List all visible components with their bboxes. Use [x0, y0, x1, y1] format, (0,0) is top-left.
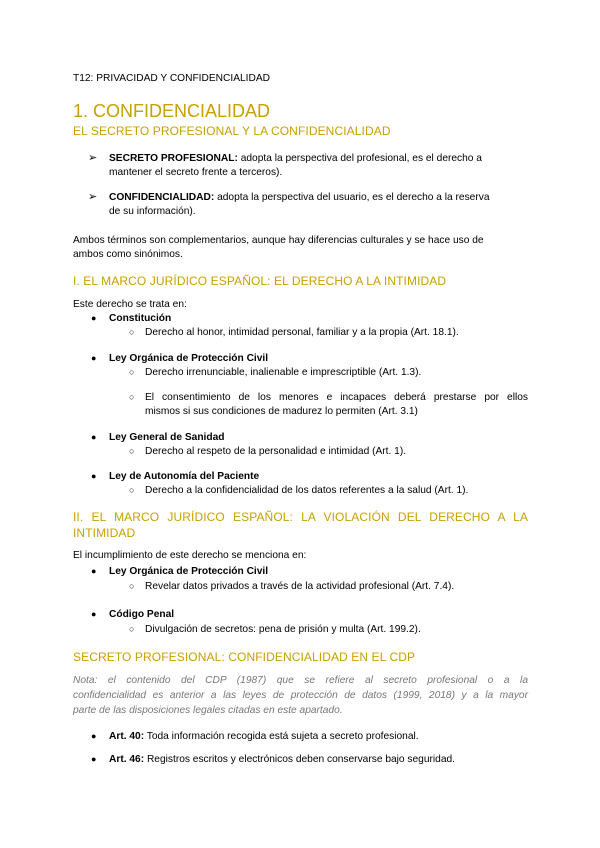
list-item-title: Ley Orgánica de Protección Civil	[109, 353, 269, 364]
bullet-icon: ●	[91, 609, 97, 619]
article-label: Art. 40:	[109, 731, 145, 742]
arrow-bullet-icon: ➢	[88, 152, 98, 164]
bullet-icon: ●	[91, 432, 97, 442]
section-heading-cdp: SECRETO PROFESIONAL: CONFIDENCIALIDAD EN EL CDP	[73, 650, 416, 664]
note-line: confidencialidad es anterior a las leyes de protección de datos (1999, 2018) y a la mayor	[73, 690, 528, 701]
list-subitem: Derecho a la confidencialidad de los datos referentes a la salud (Art. 1).	[145, 485, 469, 496]
circle-bullet-icon: ○	[129, 367, 135, 377]
list-subitem: Divulgación de secretos: pena de prisión y multa (Art. 199.2).	[145, 624, 421, 635]
bullet-icon: ●	[91, 471, 97, 481]
section-heading-derecho-intimidad: I. EL MARCO JURÍDICO ESPAÑOL: EL DERECHO A LA INTIMIDAD	[73, 274, 447, 288]
section-heading-confidencialidad: 1. CONFIDENCIALIDAD	[73, 101, 271, 121]
list-item-title: Constitución	[109, 313, 172, 324]
definition-text-cont: de su información).	[109, 206, 196, 217]
article-label: Art. 46:	[109, 754, 145, 765]
paragraph-line: ambos como sinónimos.	[73, 249, 183, 260]
bullet-icon: ●	[91, 353, 97, 363]
definition-text: adopta la perspectiva del profesional, es el derecho a	[237, 153, 482, 164]
list-subitem: Derecho al respeto de la personalidad e intimidad (Art. 1).	[145, 446, 407, 457]
subheading-secreto-confidencialidad: EL SECRETO PROFESIONAL Y LA CONFIDENCIALIDAD	[73, 124, 391, 138]
paragraph-line: Ambos términos son complementarios, aunque hay diferencias culturales y se hace uso de	[73, 235, 484, 246]
list-subitem: Derecho al honor, intimidad personal, familiar y a la propia (Art. 18.1).	[145, 327, 459, 338]
article-text: Registros escritos y electrónicos deben conservarse bajo seguridad.	[144, 754, 455, 765]
arrow-bullet-icon: ➢	[88, 191, 98, 203]
list-item-title: Código Penal	[109, 609, 175, 620]
section-heading-violacion-cont: INTIMIDAD	[73, 526, 136, 540]
circle-bullet-icon: ○	[129, 581, 135, 591]
definition-text-cont: mantener el secreto frente a terceros).	[109, 167, 283, 178]
section-heading-violacion: II. EL MARCO JURÍDICO ESPAÑOL: LA VIOLACIÓN DEL DERECHO A LA	[73, 510, 528, 524]
circle-bullet-icon: ○	[129, 446, 135, 456]
bullet-icon: ●	[91, 566, 97, 576]
article-item	[109, 753, 455, 767]
circle-bullet-icon: ○	[129, 624, 135, 634]
note-line: Nota: el contenido del CDP (1987) que se refiere al secreto profesional o a la	[73, 675, 528, 686]
bullet-icon: ●	[91, 731, 97, 741]
list-subitem-cont: mismos si sus condiciones de madurez lo permiten (Art. 3.1)	[145, 406, 418, 417]
definition-text: adopta la perspectiva del usuario, es el derecho a la reserva	[214, 192, 490, 203]
article-text: Toda información recogida está sujeta a secreto profesional.	[144, 731, 419, 742]
definition-term: CONFIDENCIALIDAD:	[109, 192, 215, 203]
definition-confidencialidad	[109, 191, 528, 205]
section-intro: El incumplimiento de este derecho se menciona en:	[73, 550, 307, 561]
note-line: parte de las disposiciones legales citadas en este apartado.	[73, 705, 343, 716]
circle-bullet-icon: ○	[129, 392, 135, 402]
list-subitem: Revelar datos privados a través de la actividad profesional (Art. 7.4).	[145, 581, 455, 592]
circle-bullet-icon: ○	[129, 327, 135, 337]
article-item	[109, 730, 419, 744]
list-item-title: Ley Orgánica de Protección Civil	[109, 566, 269, 577]
list-item-title: Ley de Autonomía del Paciente	[109, 471, 260, 482]
bullet-icon: ●	[91, 754, 97, 764]
section-intro: Este derecho se trata en:	[73, 299, 187, 310]
document-title: T12: PRIVACIDAD Y CONFIDENCIALIDAD	[73, 73, 271, 84]
list-item-title: Ley General de Sanidad	[109, 432, 225, 443]
list-subitem: Derecho irrenunciable, inalienable e imprescriptible (Art. 1.3).	[145, 367, 422, 378]
list-subitem: El consentimiento de los menores e incapaces deberá prestarse por ellos	[145, 392, 528, 403]
definition-term: SECRETO PROFESIONAL:	[109, 153, 238, 164]
definition-secreto-profesional	[109, 152, 528, 166]
circle-bullet-icon: ○	[129, 485, 135, 495]
bullet-icon: ●	[91, 313, 97, 323]
